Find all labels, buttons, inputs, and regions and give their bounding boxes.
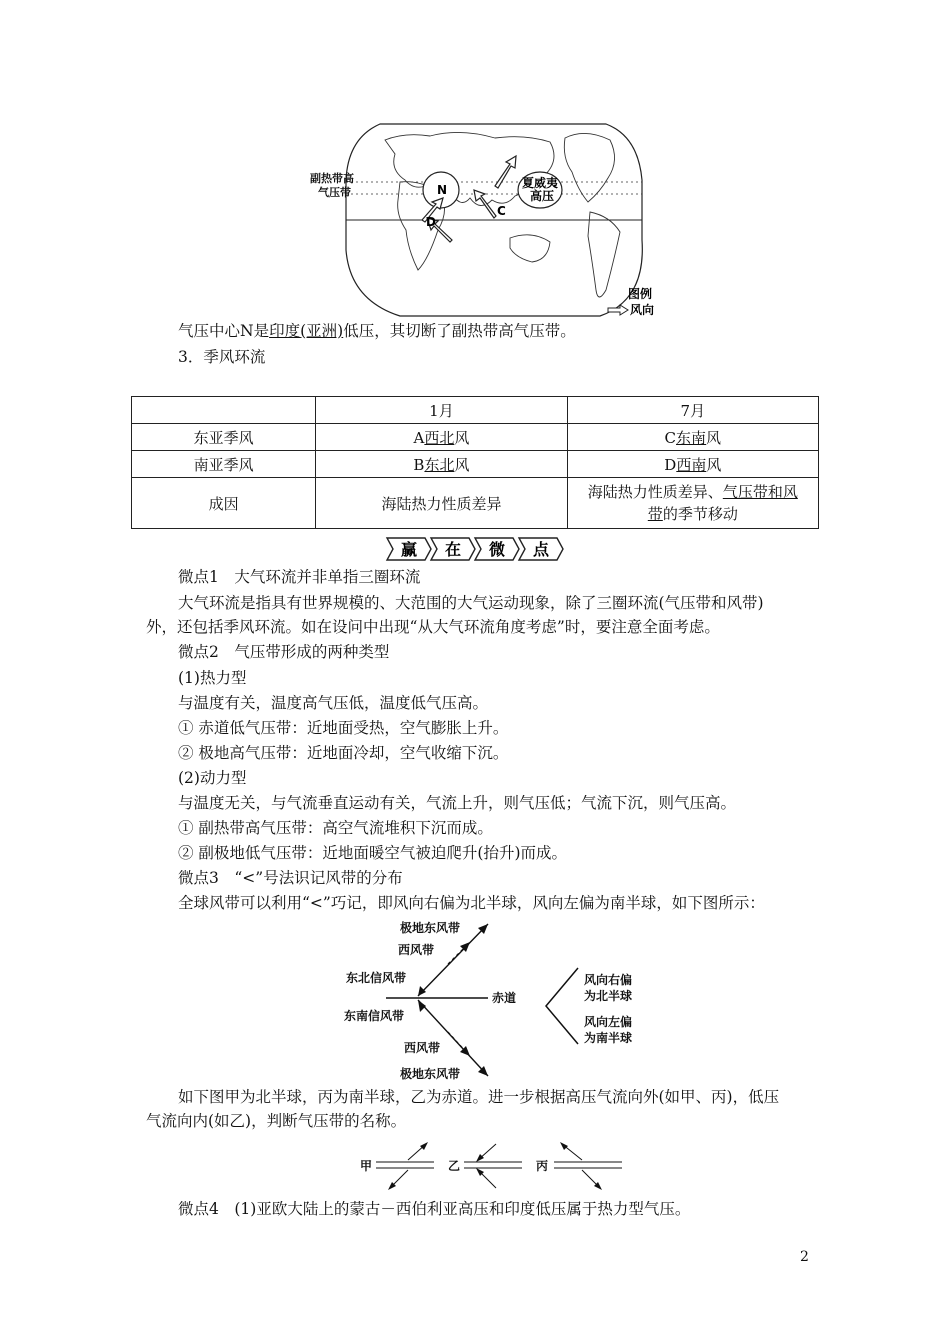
label-left-1: 风向左偏 bbox=[584, 1015, 633, 1029]
micro-point-4-title: 微点4 (1)亚欧大陆上的蒙古－西伯利亚高压和印度低压属于热力型气压。 bbox=[178, 1200, 691, 1218]
banner-char-3: 微 bbox=[489, 540, 506, 559]
jan-cell: A西北风 bbox=[316, 424, 567, 451]
pressure-belt-diagram bbox=[360, 1138, 630, 1194]
paragraph: (1)热力型 bbox=[178, 669, 247, 687]
legend-title: 图例 bbox=[628, 287, 653, 301]
label-equator: 赤道 bbox=[492, 991, 517, 1005]
paragraph: (2)动力型 bbox=[178, 769, 247, 787]
label-right-2: 为北半球 bbox=[584, 989, 633, 1003]
world-map-figure bbox=[310, 120, 655, 320]
row-name: 南亚季风 bbox=[132, 451, 316, 478]
label-westerly-bottom: 西风带 bbox=[404, 1041, 441, 1055]
jan-cell: 海陆热力性质差异 bbox=[316, 478, 567, 529]
jul-cell: 海陆热力性质差异、气压带和风 带的季节移动 bbox=[567, 478, 818, 529]
paragraph: 外，还包括季风环流。如在设问中出现“从大气环流角度考虑”时，要注意全面考虑。 bbox=[146, 618, 720, 636]
label-left-2: 为南半球 bbox=[584, 1031, 633, 1045]
hawaii-label-1: 夏威夷 bbox=[522, 176, 559, 190]
map-letter-c: C bbox=[497, 204, 506, 218]
label-jia: 甲 bbox=[360, 1159, 373, 1173]
label-ne-trade: 东北信风带 bbox=[346, 971, 407, 985]
monsoon-table bbox=[131, 396, 819, 529]
table-row bbox=[132, 478, 819, 529]
table-row bbox=[132, 424, 819, 451]
banner-char-2: 在 bbox=[445, 540, 462, 559]
paragraph: 与温度无关，与气流垂直运动有关，气流上升，则气压低；气流下沉，则气压高。 bbox=[178, 794, 737, 812]
label-right-1: 风向右偏 bbox=[584, 973, 633, 987]
jul-cell: C东南风 bbox=[567, 424, 818, 451]
section-3-title: 3．季风环流 bbox=[178, 348, 266, 366]
micro-point-2-title: 微点2 气压带形成的两种类型 bbox=[178, 643, 390, 661]
paragraph: 大气环流是指具有世界规模的、大范围的大气运动现象，除了三圈环流(气压带和风带) bbox=[178, 594, 764, 612]
banner-char-1: 赢 bbox=[401, 540, 418, 559]
jul-cell: D西南风 bbox=[567, 451, 818, 478]
row-name: 东亚季风 bbox=[132, 424, 316, 451]
micro-point-1-title: 微点1 大气环流并非单指三圈环流 bbox=[178, 568, 421, 586]
map-left-label-1: 副热带高 bbox=[310, 172, 354, 185]
table-header-empty bbox=[132, 397, 316, 424]
paragraph: 与温度有关，温度高气压低，温度低气压高。 bbox=[178, 694, 489, 712]
table-row bbox=[132, 451, 819, 478]
label-bing: 丙 bbox=[536, 1159, 549, 1173]
label-yi: 乙 bbox=[448, 1159, 461, 1173]
label-polar-east-top: 极地东风带 bbox=[400, 921, 461, 935]
label-polar-east-bottom: 极地东风带 bbox=[400, 1067, 461, 1081]
label-westerly-top: 西风带 bbox=[398, 943, 435, 957]
label-se-trade: 东南信风带 bbox=[344, 1009, 405, 1023]
map-left-label-2: 气压带 bbox=[318, 186, 351, 199]
table-header-jan: 1月 bbox=[316, 397, 567, 424]
paragraph: ② 极地高气压带：近地面冷却，空气收缩下沉。 bbox=[178, 744, 509, 762]
paragraph: ② 副极地低气压带：近地面暖空气被迫爬升(抬升)而成。 bbox=[178, 844, 568, 862]
banner-char-4: 点 bbox=[533, 540, 550, 559]
paragraph: 气流向内(如乙)，判断气压带的名称。 bbox=[146, 1112, 407, 1130]
wind-belt-diagram bbox=[340, 916, 650, 1086]
less-than-symbol bbox=[546, 968, 578, 1044]
jan-cell: B东北风 bbox=[316, 451, 567, 478]
section-banner bbox=[385, 536, 565, 562]
page-number: 2 bbox=[800, 1249, 809, 1265]
hawaii-label-2: 高压 bbox=[530, 189, 555, 203]
paragraph: ① 副热带高气压带：高空气流堆积下沉而成。 bbox=[178, 819, 493, 837]
map-letter-n: N bbox=[437, 183, 448, 197]
paragraph: 如下图甲为北半球，丙为南半球，乙为赤道。进一步根据高压气流向外(如甲、丙)，低压 bbox=[178, 1088, 780, 1106]
paragraph: 全球风带可以利用“<”巧记，即风向右偏为北半球，风向左偏为南半球，如下图所示： bbox=[178, 894, 765, 912]
map-caption: 气压中心N是印度(亚洲)低压，其切断了副热带高气压带。 bbox=[178, 322, 576, 340]
paragraph: ① 赤道低气压带：近地面受热，空气膨胀上升。 bbox=[178, 719, 509, 737]
map-letter-d: D bbox=[426, 215, 436, 229]
micro-point-3-title: 微点3 “<”号法识记风带的分布 bbox=[178, 869, 403, 887]
table-header-jul: 7月 bbox=[567, 397, 818, 424]
legend-item: 风向 bbox=[630, 303, 655, 317]
row-name: 成因 bbox=[132, 478, 316, 529]
